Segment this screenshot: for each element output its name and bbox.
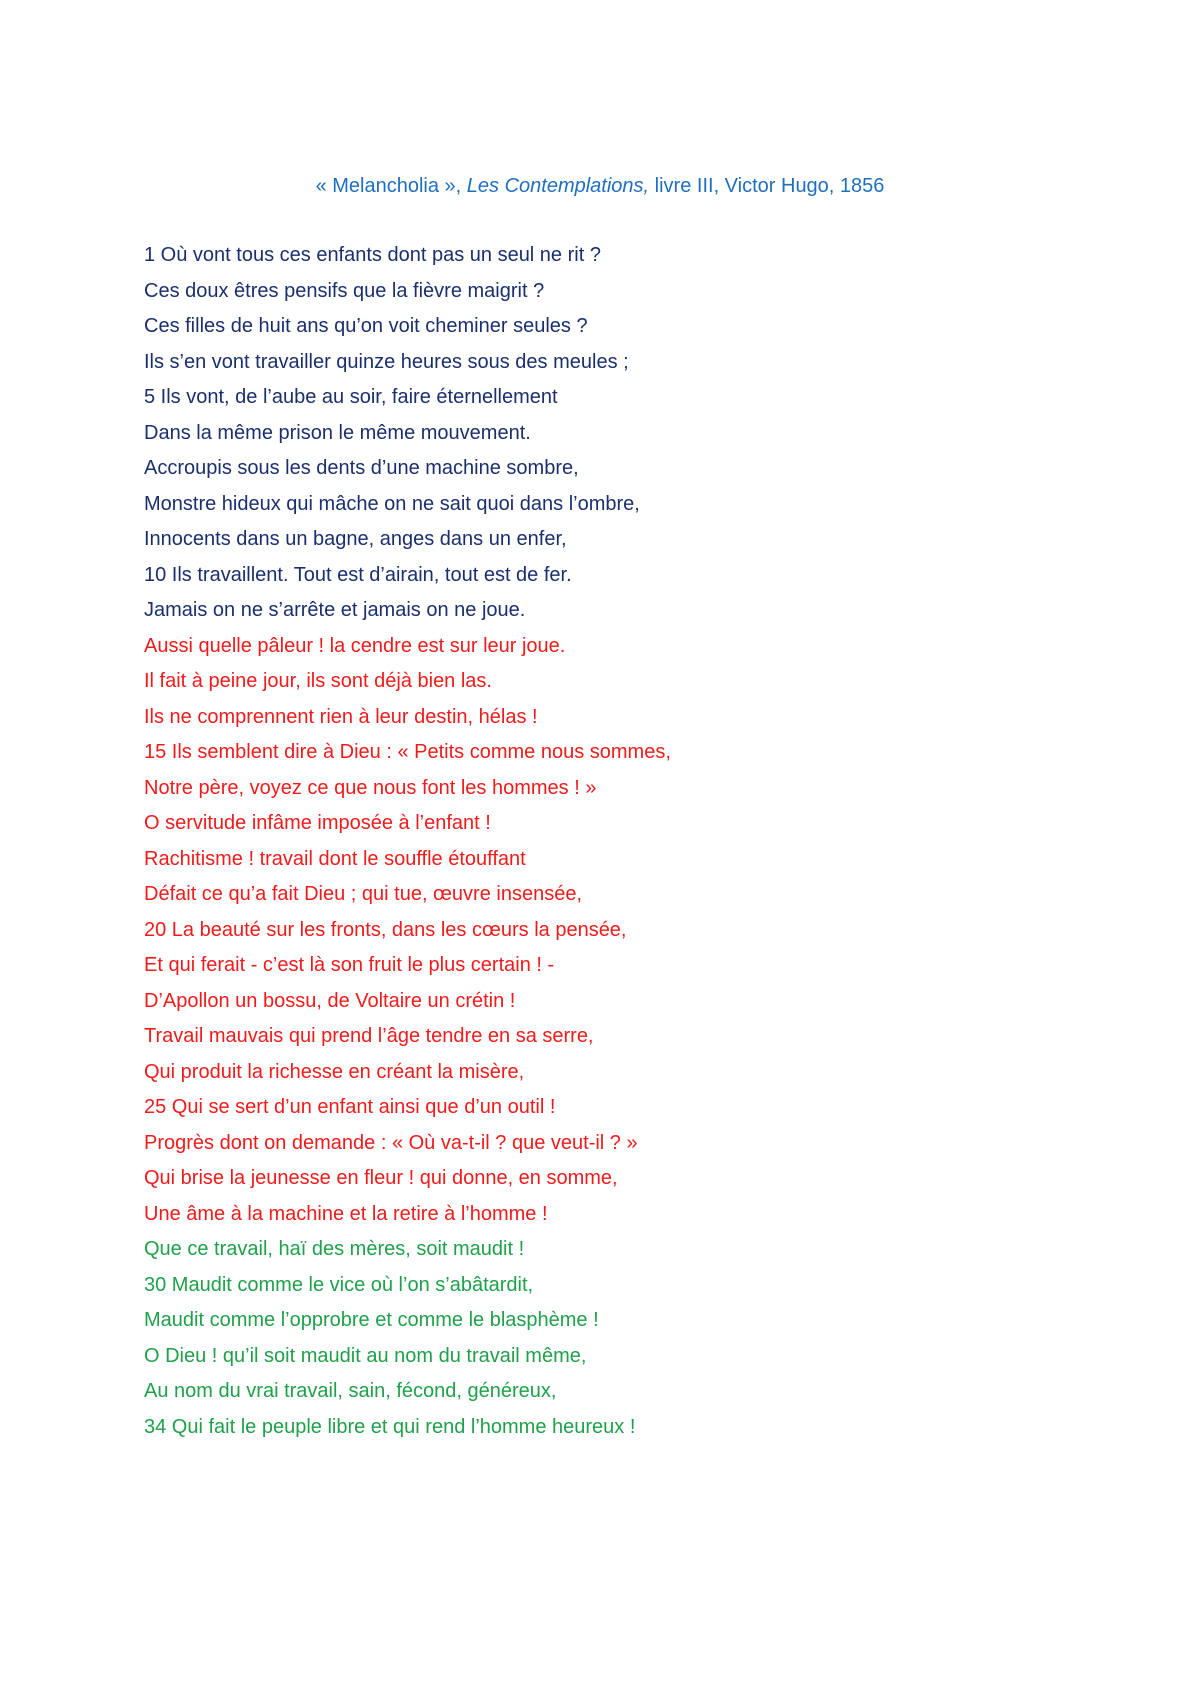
poem-line: 30 Maudit comme le vice où l’on s’abâtardit,: [144, 1273, 534, 1296]
title-poem-name: « Melancholia »,: [315, 175, 467, 197]
poem-line: Monstre hideux qui mâche on ne sait quoi dans l’ombre,: [144, 492, 640, 515]
title-collection-name: Les Contemplations,: [466, 175, 650, 197]
poem-title: [0, 175, 1200, 198]
poem-line: 15 Ils semblent dire à Dieu : « Petits comme nous sommes,: [144, 741, 671, 763]
poem-line: Ils ne comprennent rien à leur destin, hélas !: [144, 705, 538, 728]
poem-line: Une âme à la machine et la retire à l’homme !: [144, 1202, 548, 1225]
poem-line: Qui produit la richesse en créant la misère,: [144, 1060, 525, 1083]
poem-line: 5 Ils vont, de l’aube au soir, faire éternellement: [144, 386, 558, 408]
poem-line: Que ce travail, haï des mères, soit maudit !: [144, 1238, 525, 1260]
poem-line: Au nom du vrai travail, sain, fécond, généreux,: [144, 1380, 557, 1402]
title-book-author-year: livre III, Victor Hugo, 1856: [649, 175, 885, 197]
poem-line: Qui brise la jeunesse en fleur ! qui donne, en somme,: [144, 1167, 618, 1189]
poem-line: Dans la même prison le même mouvement.: [144, 421, 531, 444]
poem-body: [144, 238, 1144, 1445]
poem-line: O Dieu ! qu’il soit maudit au nom du travail même,: [144, 1344, 587, 1367]
poem-line: 1 Où vont tous ces enfants dont pas un seul ne rit ?: [144, 244, 601, 266]
poem-line: Jamais on ne s’arrête et jamais on ne joue.: [144, 599, 526, 621]
poem-line: Rachitisme ! travail dont le souffle étouffant: [144, 847, 526, 870]
poem-line: 10 Ils travaillent. Tout est d’airain, tout est de fer.: [144, 563, 572, 586]
poem-line: Accroupis sous les dents d’une machine sombre,: [144, 457, 579, 479]
poem-line: 34 Qui fait le peuple libre et qui rend l’homme heureux !: [144, 1415, 636, 1438]
poem-line: Aussi quelle pâleur ! la cendre est sur leur joue.: [144, 634, 566, 657]
poem-line: Innocents dans un bagne, anges dans un enfer,: [144, 528, 567, 550]
poem-line: Ces filles de huit ans qu’on voit cheminer seules ?: [144, 315, 588, 337]
poem-line: Et qui ferait - c’est là son fruit le plus certain ! -: [144, 954, 555, 976]
poem-line: Ils s’en vont travailler quinze heures sous des meules ;: [144, 350, 629, 373]
poem-line: Il fait à peine jour, ils sont déjà bien las.: [144, 670, 492, 692]
poem-line: Travail mauvais qui prend l’âge tendre en sa serre,: [144, 1025, 594, 1047]
poem-line: D’Apollon un bossu, de Voltaire un crétin !: [144, 989, 516, 1012]
poem-line: O servitude infâme imposée à l’enfant !: [144, 812, 491, 834]
poem-line: 25 Qui se sert d’un enfant ainsi que d’un outil !: [144, 1096, 556, 1118]
poem-line: 20 La beauté sur les fronts, dans les cœurs la pensée,: [144, 918, 627, 941]
poem-line: Notre père, voyez ce que nous font les hommes ! »: [144, 776, 597, 799]
poem-line: Progrès dont on demande : « Où va-t-il ? que veut-il ? »: [144, 1131, 638, 1154]
poem-line: Ces doux êtres pensifs que la fièvre maigrit ?: [144, 279, 545, 302]
poem-line: Défait ce qu’a fait Dieu ; qui tue, œuvre insensée,: [144, 883, 583, 905]
poem-line: Maudit comme l’opprobre et comme le blasphème !: [144, 1309, 599, 1331]
